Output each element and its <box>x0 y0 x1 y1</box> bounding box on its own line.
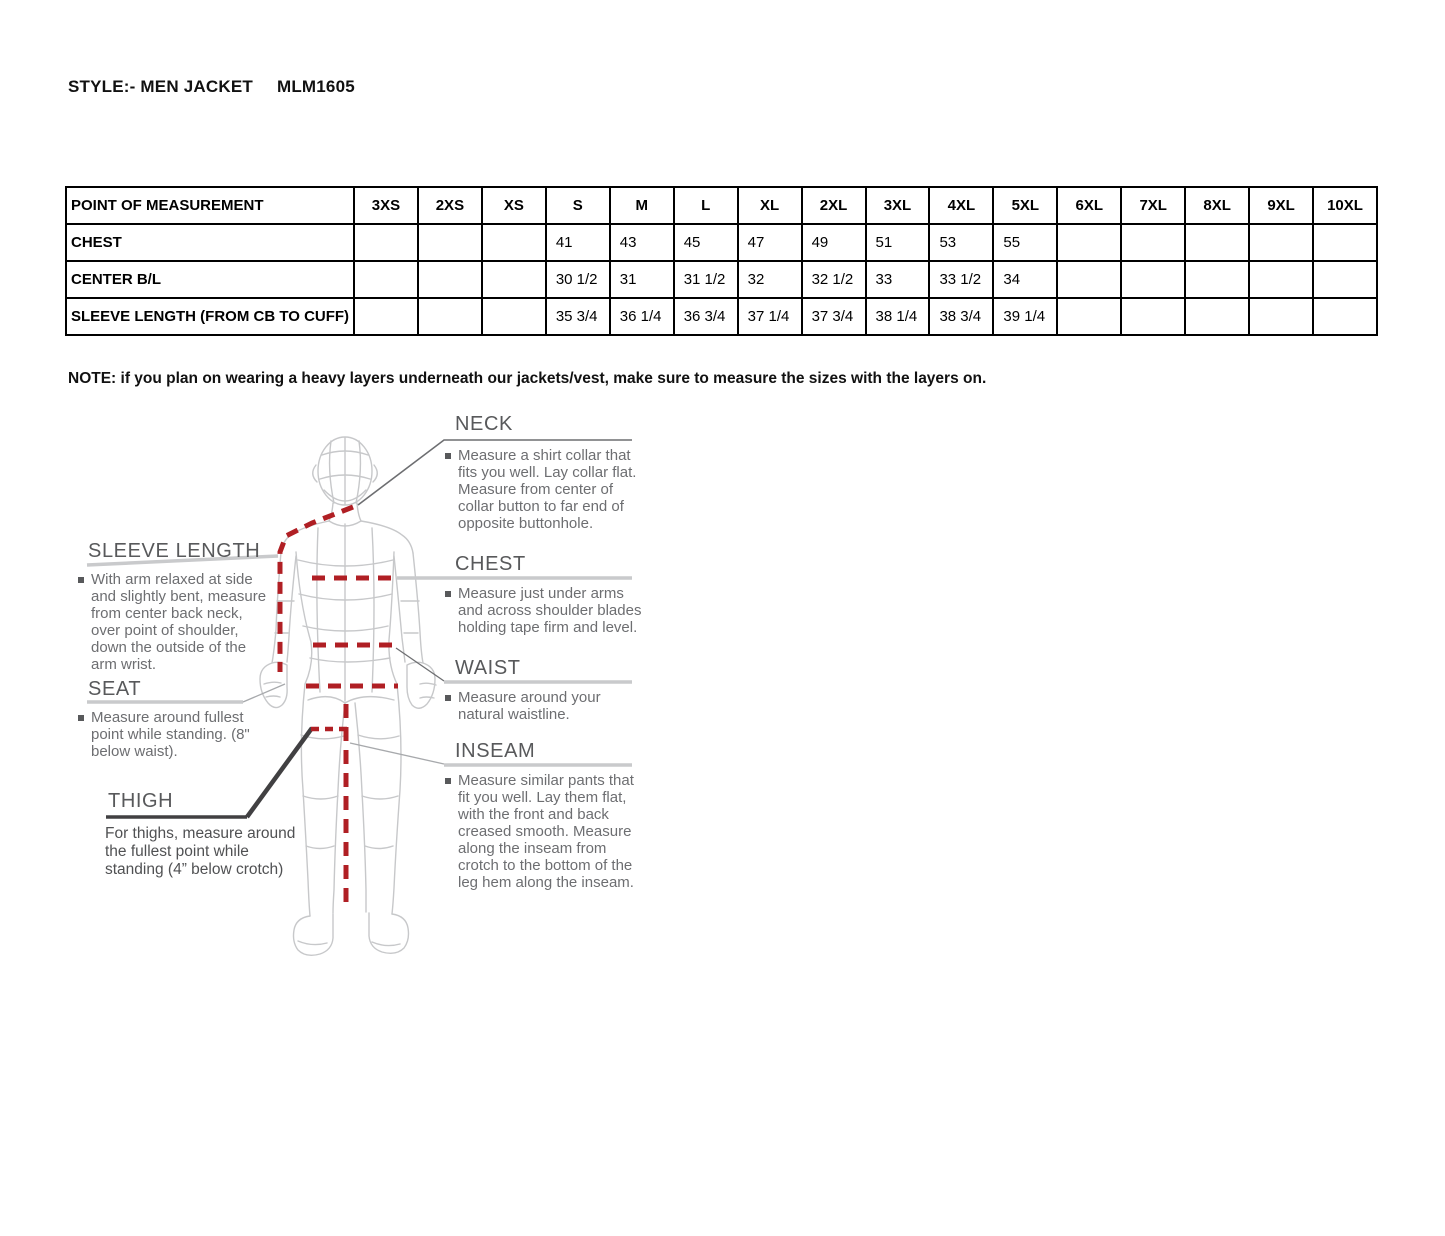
size-value-cell <box>1121 261 1185 298</box>
size-value-cell: 51 <box>866 224 930 261</box>
size-value-cell: 33 <box>866 261 930 298</box>
table-row <box>66 298 1377 335</box>
guide-text-seat: Measure around fullest point while standing. (8" below waist). <box>78 709 253 760</box>
style-code: MLM1605 <box>276 77 355 96</box>
measurement-column-header: POINT OF MEASUREMENT <box>66 187 354 224</box>
guide-title-inseam: INSEAM <box>455 740 536 762</box>
seat-leader-line <box>243 684 285 702</box>
size-value-cell: 37 3/4 <box>802 298 866 335</box>
guide-title-sleeve-length: SLEEVE LENGTH <box>88 540 261 562</box>
note-text: NOTE: if you plan on wearing a heavy layers underneath our jackets/vest, make sure to measure the sizes with the layers on. <box>68 370 987 387</box>
size-column-header: 9XL <box>1249 187 1313 224</box>
size-value-cell: 39 1/4 <box>993 298 1057 335</box>
size-column-header: S <box>546 187 610 224</box>
size-column-header: 5XL <box>993 187 1057 224</box>
size-column-header: 2XL <box>802 187 866 224</box>
size-value-cell: 47 <box>738 224 802 261</box>
size-value-cell <box>1249 224 1313 261</box>
guide-title-seat: SEAT <box>88 678 142 700</box>
guide-title-neck: NECK <box>455 413 513 435</box>
size-value-cell <box>418 298 482 335</box>
guide-text-neck: Measure a shirt collar that fits you well. Lay collar flat. Measure from center of collar button to far end of opposite buttonhole. <box>445 447 637 532</box>
size-value-cell: 31 1/2 <box>674 261 738 298</box>
size-column-header: XL <box>738 187 802 224</box>
style-label: STYLE:- MEN JACKET <box>68 77 253 96</box>
measurement-row-label: CHEST <box>66 224 354 261</box>
size-value-cell <box>1185 224 1249 261</box>
size-value-cell: 30 1/2 <box>546 261 610 298</box>
size-value-cell: 38 3/4 <box>929 298 993 335</box>
size-value-cell <box>482 298 546 335</box>
size-value-cell: 45 <box>674 224 738 261</box>
size-value-cell <box>482 224 546 261</box>
size-value-cell: 37 1/4 <box>738 298 802 335</box>
size-value-cell <box>354 298 418 335</box>
size-value-cell <box>1057 298 1121 335</box>
size-column-header: L <box>674 187 738 224</box>
bullet-icon <box>445 453 451 459</box>
size-value-cell: 33 1/2 <box>929 261 993 298</box>
size-column-header: 2XS <box>418 187 482 224</box>
guide-title-waist: WAIST <box>455 657 521 679</box>
measurement-row-label: CENTER B/L <box>66 261 354 298</box>
size-value-cell <box>418 261 482 298</box>
size-value-cell <box>1121 224 1185 261</box>
size-value-cell: 32 <box>738 261 802 298</box>
size-column-header: 7XL <box>1121 187 1185 224</box>
size-column-header: M <box>610 187 674 224</box>
size-column-header: 10XL <box>1313 187 1377 224</box>
bullet-icon <box>445 695 451 701</box>
size-value-cell <box>1185 298 1249 335</box>
size-value-cell: 38 1/4 <box>866 298 930 335</box>
size-value-cell <box>354 261 418 298</box>
inseam-leader-line <box>350 743 444 764</box>
size-value-cell: 35 3/4 <box>546 298 610 335</box>
bullet-icon <box>78 577 84 583</box>
bullet-icon <box>78 715 84 721</box>
document-title <box>68 77 355 97</box>
size-value-cell <box>1249 298 1313 335</box>
size-column-header: 3XL <box>866 187 930 224</box>
guide-title-thigh: THIGH <box>108 790 174 812</box>
size-value-cell <box>1249 261 1313 298</box>
guide-text-sleeve-length: With arm relaxed at side and slightly bent, measure from center back neck, over point of shoulder, down the outside of the arm wrist. <box>78 571 276 673</box>
guide-text-waist: Measure around your natural waistline. <box>445 689 615 723</box>
size-column-header: 4XL <box>929 187 993 224</box>
size-value-cell: 34 <box>993 261 1057 298</box>
size-value-cell <box>482 261 546 298</box>
table-row <box>66 261 1377 298</box>
size-value-cell <box>1057 224 1121 261</box>
size-value-cell <box>1121 298 1185 335</box>
size-value-cell: 55 <box>993 224 1057 261</box>
bullet-icon <box>445 591 451 597</box>
size-value-cell: 31 <box>610 261 674 298</box>
size-value-cell <box>1057 261 1121 298</box>
waist-leader-line <box>396 648 444 681</box>
size-value-cell: 36 1/4 <box>610 298 674 335</box>
size-value-cell <box>1313 298 1377 335</box>
size-value-cell <box>354 224 418 261</box>
measurement-row-label: SLEEVE LENGTH (FROM CB TO CUFF) <box>66 298 354 335</box>
size-value-cell <box>1313 224 1377 261</box>
guide-text-chest: Measure just under arms and across shoulder blades holding tape firm and level. <box>445 585 645 636</box>
size-value-cell: 53 <box>929 224 993 261</box>
size-column-header: 3XS <box>354 187 418 224</box>
guide-title-chest: CHEST <box>455 553 526 575</box>
size-value-cell: 32 1/2 <box>802 261 866 298</box>
guide-text-thigh: For thighs, measure around the fullest point while standing (4” below crotch) <box>105 825 296 878</box>
size-value-cell: 36 3/4 <box>674 298 738 335</box>
size-value-cell <box>1185 261 1249 298</box>
size-value-cell: 49 <box>802 224 866 261</box>
size-table <box>65 186 1378 336</box>
size-column-header: XS <box>482 187 546 224</box>
bullet-icon <box>445 778 451 784</box>
size-value-cell <box>1313 261 1377 298</box>
guide-text-inseam: Measure similar pants that fit you well. Lay them flat, with the front and back creased smooth. Measure along the inseam from crotch to the bottom of the leg hem along the inseam. <box>445 772 635 891</box>
size-value-cell: 43 <box>610 224 674 261</box>
table-row <box>66 224 1377 261</box>
size-column-header: 8XL <box>1185 187 1249 224</box>
size-value-cell <box>418 224 482 261</box>
size-column-header: 6XL <box>1057 187 1121 224</box>
size-value-cell: 41 <box>546 224 610 261</box>
